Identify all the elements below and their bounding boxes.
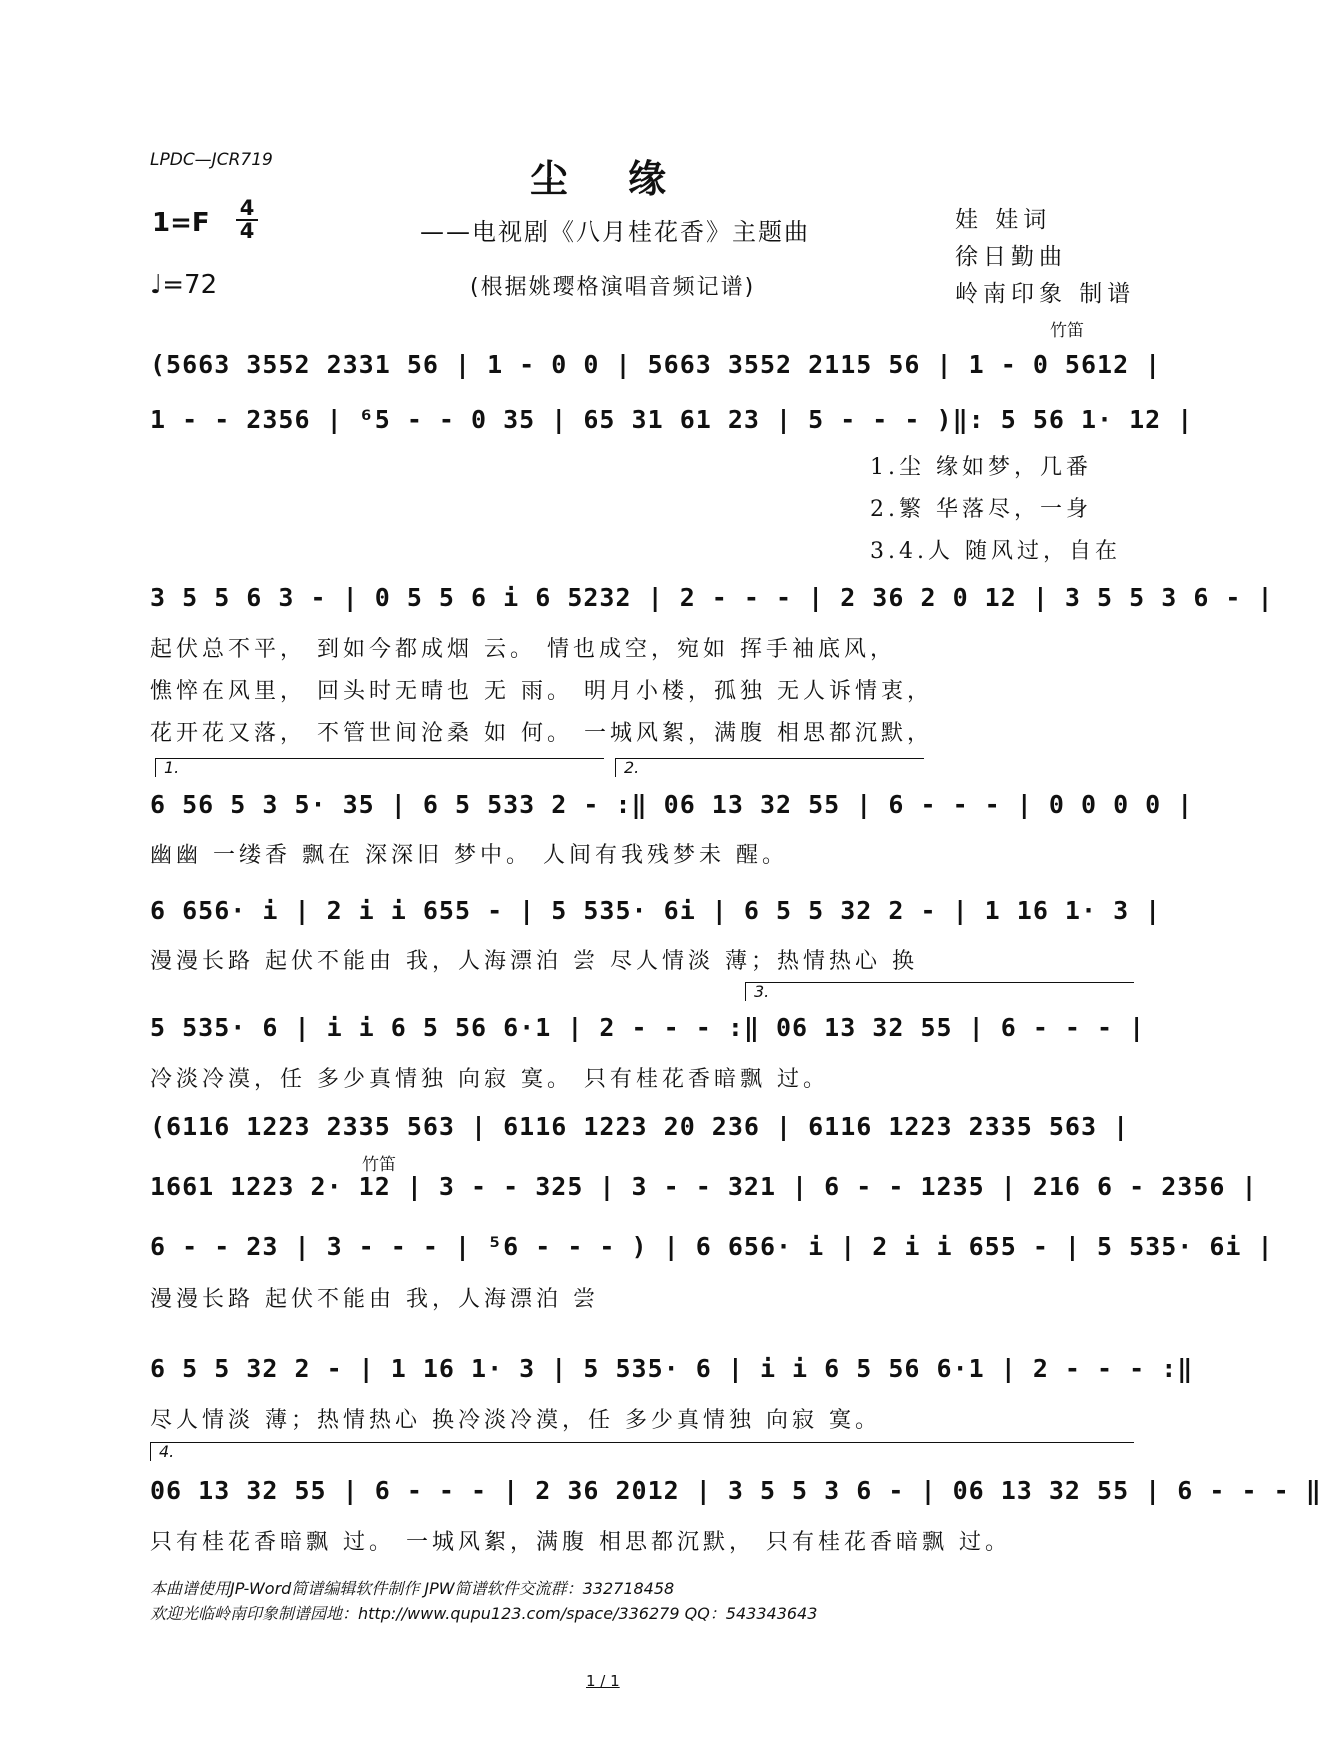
lyric-line: 冷淡冷漠，任 多少真情独 向寂 寞。 只有桂花香暗飘 过。 bbox=[150, 1067, 829, 1092]
volta-3: 3. bbox=[745, 982, 1134, 1001]
instrument-label: 竹笛 bbox=[1050, 321, 1084, 341]
lyric-line: 只有桂花香暗飘 过。 一城风絮，满腹 相思都沉默， 只有桂花香暗飘 过。 bbox=[150, 1530, 1011, 1555]
credits bbox=[955, 202, 1135, 313]
staff-line-2: 1 - - 2356 | ⁶5 - - 0 35 | 65 31 61 23 | 5 - - - )‖: 5 56 1· 12 | bbox=[150, 405, 1194, 434]
page-number: 1 / 1 bbox=[586, 1672, 620, 1690]
lyric-line: 幽幽 一缕香 飘在 深深旧 梦中。 人间有我残梦未 醒。 bbox=[150, 843, 788, 868]
lyric-line: 憔悴在风里， 回头时无晴也 无 雨。 明月小楼，孤独 无人诉情衷， bbox=[150, 679, 933, 704]
footer-software-note: 本曲谱使用JP-Word简谱编辑软件制作 JPW简谱软件交流群：332718458 bbox=[150, 1579, 675, 1598]
lyric-line: 漫漫长路 起伏不能由 我，人海漂泊 尝 尽人情淡 薄；热情热心 换 bbox=[150, 949, 918, 974]
staff-line-9: 6 - - 23 | 3 - - - | ⁵6 - - - ) | 6 656· i | 2 i i 655 - | 5 535· 6i | bbox=[150, 1232, 1274, 1261]
transcription-basis: (根据姚璎格演唱音频记谱) bbox=[470, 275, 756, 300]
staff-line-11: 06 13 32 55 | 6 - - - | 2 36 2012 | 3 5 5 3 6 - | 06 13 32 55 | 6 - - - ‖ bbox=[150, 1476, 1322, 1505]
lyricist: 娃 娃词 bbox=[955, 207, 1052, 233]
staff-line-10: 6 5 5 32 2 - | 1 16 1· 3 | 5 535· 6 | i i 6 5 56 6·1 | 2 - - - :‖ bbox=[150, 1354, 1194, 1383]
key-signature: 1=F bbox=[152, 208, 210, 238]
lyric-line: 起伏总不平， 到如今都成烟 云。 情也成空，宛如 挥手袖底风， bbox=[150, 637, 896, 662]
staff-line-3: 3 5 5 6 3 - | 0 5 5 6 i 6 5232 | 2 - - - | 2 36 2 0 12 | 3 5 5 3 6 - | bbox=[150, 583, 1274, 612]
volta-1: 1. bbox=[155, 758, 604, 777]
lyric-line: 花开花又落， 不管世间沧桑 如 何。 一城风絮，满腹 相思都沉默， bbox=[150, 721, 933, 746]
footer-website-note: 欢迎光临岭南印象制谱园地：http://www.qupu123.com/space/336279 QQ：543343643 bbox=[150, 1604, 818, 1623]
transcriber: 岭南印象 制谱 bbox=[955, 281, 1136, 307]
lyric-verse-3: 3.4.人 随风过，自在 bbox=[870, 539, 1121, 564]
song-subtitle: ——电视剧《八月桂花香》主题曲 bbox=[420, 218, 810, 246]
time-signature bbox=[236, 198, 258, 242]
song-title: 尘缘 bbox=[530, 157, 727, 201]
lyric-verse-2: 2.繁 华落尽，一身 bbox=[870, 497, 1092, 522]
staff-line-8: 1661 1223 2· 12 | 3 - - 325 | 3 - - 321 | 6 - - 1235 | 216 6 - 2356 | bbox=[150, 1172, 1258, 1201]
volta-4: 4. bbox=[150, 1442, 1134, 1461]
lyric-line: 漫漫长路 起伏不能由 我，人海漂泊 尝 bbox=[150, 1287, 599, 1312]
lyric-line: 尽人情淡 薄；热情热心 换冷淡冷漠，任 多少真情独 向寂 寞。 bbox=[150, 1408, 881, 1433]
staff-line-5: 6 656· i | 2 i i 655 - | 5 535· 6i | 6 5 5 32 2 - | 1 16 1· 3 | bbox=[150, 896, 1162, 925]
document-code: LPDC—JCR719 bbox=[150, 150, 273, 170]
composer: 徐日勤曲 bbox=[955, 244, 1067, 270]
staff-line-7: (6116 1223 2335 563 | 6116 1223 20 236 | 6116 1223 2335 563 | bbox=[150, 1112, 1130, 1141]
staff-line-6: 5 535· 6 | i i 6 5 56 6·1 | 2 - - - :‖ 06 13 32 55 | 6 - - - | bbox=[150, 1013, 1146, 1042]
time-signature-top: 4 bbox=[239, 196, 255, 220]
instrument-label: 竹笛 bbox=[362, 1155, 396, 1175]
tempo-marking: ♩=72 bbox=[150, 270, 218, 300]
lyric-verse-1: 1.尘 缘如梦，几番 bbox=[870, 455, 1092, 480]
staff-line-1: (5663 3552 2331 56 | 1 - 0 0 | 5663 3552 2115 56 | 1 - 0 5612 | bbox=[150, 350, 1162, 379]
time-signature-bottom: 4 bbox=[239, 219, 255, 243]
staff-line-4: 6 56 5 3 5· 35 | 6 5 533 2 - :‖ 06 13 32 55 | 6 - - - | 0 0 0 0 | bbox=[150, 790, 1194, 819]
volta-2: 2. bbox=[615, 758, 924, 777]
